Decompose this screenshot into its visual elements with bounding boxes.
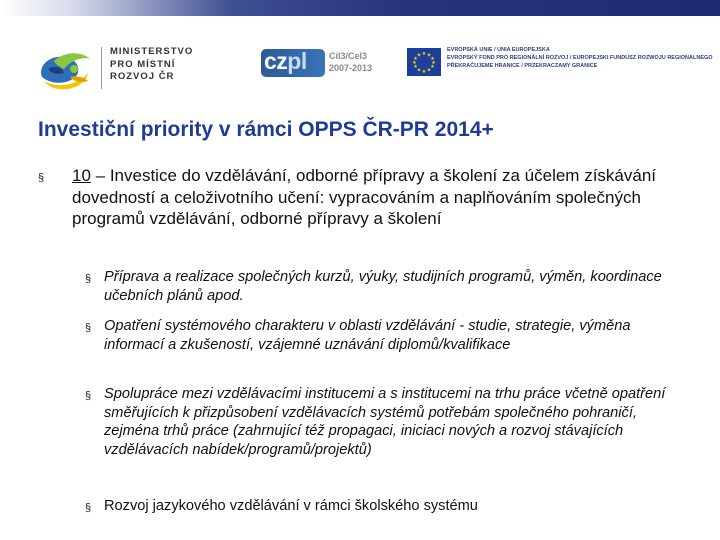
eu-funding-text [447, 46, 713, 70]
sub-bullet-text: Spolupráce mezi vzdělávacími institucemi a s institucemi na trhu práce včetně opatření směřujících k přizpůsobení vzdělávacích systémů potřebám společného pohraničí, zejména trhů práce (zahrnující též propagaci, iniciaci nových a rozvoj stávajících vzdělávacích nabídek/programů/projektů) [104, 386, 666, 458]
svg-text:★: ★ [430, 64, 435, 70]
bullet-icon: § [85, 390, 92, 402]
ministry-name [110, 46, 193, 84]
svg-text:★: ★ [412, 60, 417, 66]
bullet-icon: § [38, 172, 45, 184]
logo-divider [101, 47, 102, 89]
period-line: Cíl3/Cel3 [329, 51, 368, 61]
priority-description: – Investice do vzdělávání, odborné přípravy a školení za účelem získávání dovedností a celoživotního učení: vypracováním a naplňováním společných programů vzdělávání, odborné přípravy a školení [72, 166, 657, 228]
bullet-icon: § [85, 502, 92, 514]
mmr-logo-icon [34, 47, 104, 93]
eu-line: EVROPSKÁ UNIE / UNIA EUROPEJSKA [447, 47, 550, 53]
sub-bullet-text: Rozvoj jazykového vzdělávání v rámci školského systému [104, 498, 478, 514]
main-bullet-text [72, 165, 688, 230]
svg-text:★: ★ [426, 52, 432, 59]
czpl-pl: pl [287, 48, 307, 74]
eu-flag-icon [407, 48, 441, 76]
sub-bullet-text: Opatření systémového charakteru v oblasti vzdělávání - studie, strategie, výměna informací a zkušeností, vzájemné uznávání diplomů/kvalifikace [104, 318, 631, 353]
svg-text:★: ★ [430, 56, 435, 62]
priority-number: 10 [72, 166, 91, 185]
czpl-logo-text [264, 48, 307, 75]
period-line: 2007-2013 [329, 63, 373, 73]
svg-text:★: ★ [416, 52, 422, 59]
program-period [329, 50, 372, 74]
svg-text:★: ★ [421, 69, 427, 75]
eu-line: EVROPSKÝ FOND PRO REGIONÁLNÍ ROZVOJ / EUROPEJSKI FUNDUSZ ROZWOJU REGIONALNEGO [447, 55, 713, 61]
ministry-line: MINISTERSTVO [110, 46, 194, 57]
svg-text:★: ★ [421, 51, 427, 57]
ministry-line: PRO MÍSTNÍ [110, 58, 176, 70]
ministry-line: ROZVOJ ČR [110, 71, 175, 82]
sub-bullet-text: Příprava a realizace společných kurzů, výuky, studijních programů, výměn, koordinace učebních plánů apod. [104, 269, 662, 304]
svg-text:★: ★ [413, 64, 418, 70]
svg-text:★: ★ [431, 60, 436, 66]
czpl-cz: cz [264, 48, 288, 74]
bullet-icon: § [85, 322, 92, 334]
bullet-icon: § [85, 273, 92, 285]
svg-text:★: ★ [426, 67, 432, 74]
svg-text:★: ★ [416, 67, 422, 74]
eu-line: PŘEKRAČUJEME HRANICE / PRZEKRACZAMY GRANICE [447, 63, 598, 69]
slide-title: Investiční priority v rámci OPPS ČR-PR 2014+ [38, 118, 494, 141]
svg-text:★: ★ [413, 56, 418, 62]
top-gradient-bar [0, 0, 720, 16]
